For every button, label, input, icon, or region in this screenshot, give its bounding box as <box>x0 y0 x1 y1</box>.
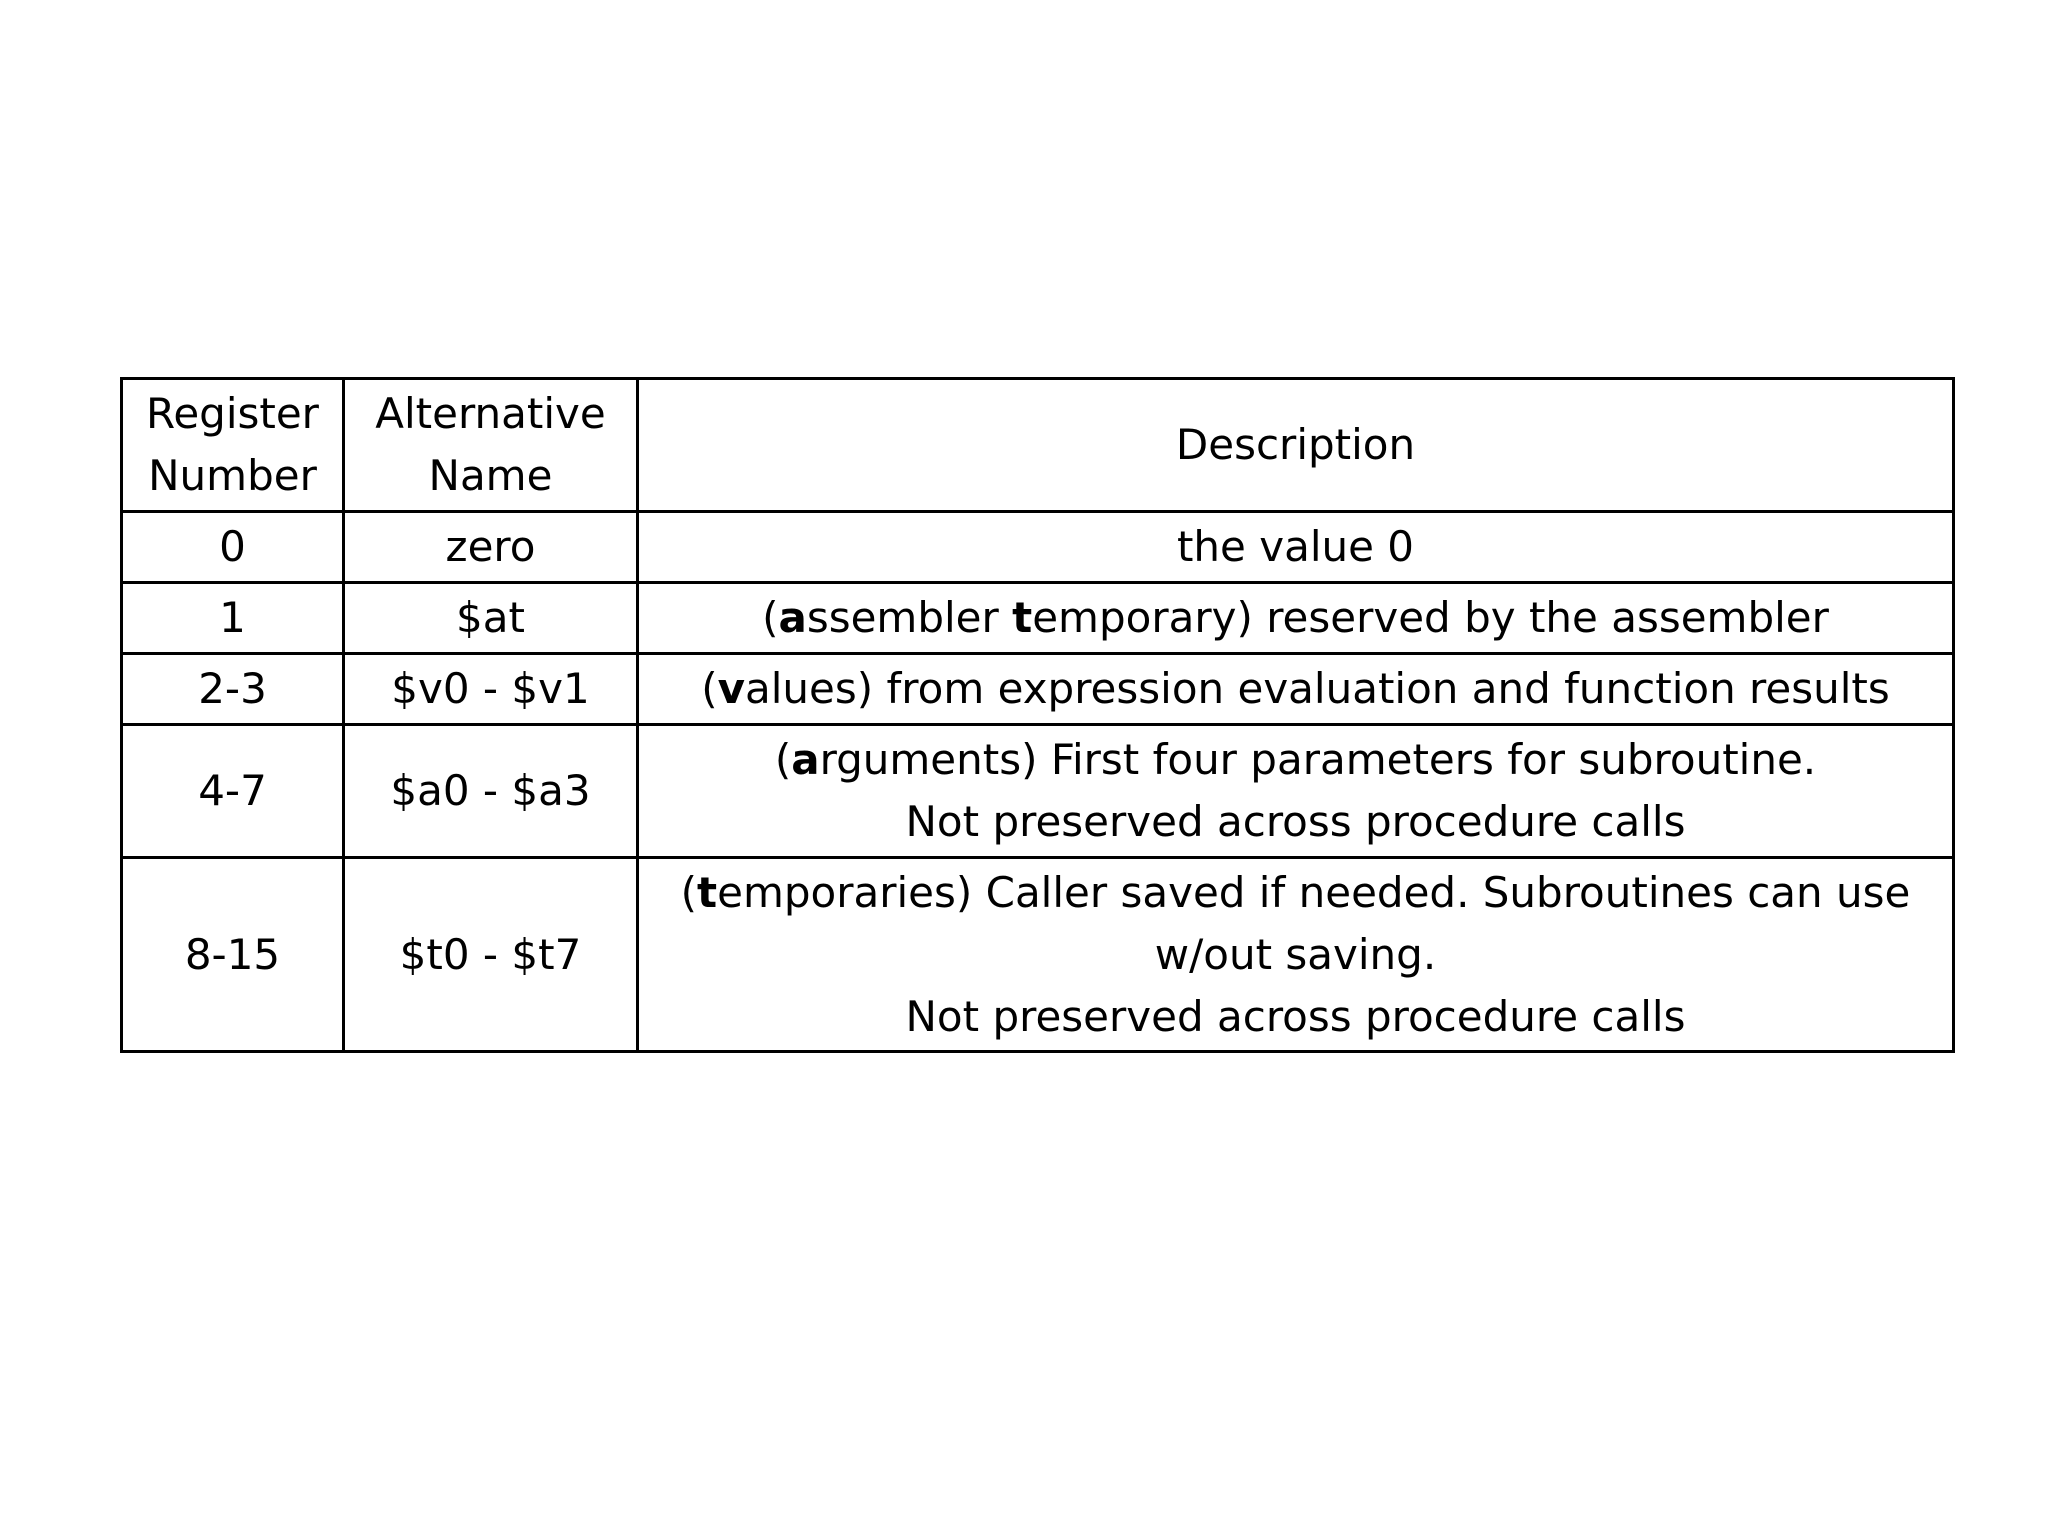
description-line <box>647 516 1944 578</box>
alternative-name-cell: $v0 - $v1 <box>344 654 638 725</box>
description-line <box>647 587 1944 649</box>
mnemonic-letter: a <box>791 735 820 784</box>
register-table <box>120 377 1955 1053</box>
description-line <box>647 791 1944 853</box>
mnemonic-letter: a <box>778 593 807 642</box>
description-text: ssembler <box>806 593 1013 642</box>
header-line: Number <box>148 451 317 500</box>
description-line <box>647 729 1944 791</box>
header-alternative-name <box>344 379 638 512</box>
table-row <box>122 725 1954 858</box>
description-line <box>647 986 1944 1048</box>
description-cell <box>638 725 1954 858</box>
description-cell <box>638 583 1954 654</box>
description-text: w/out saving. <box>1154 929 1437 979</box>
description-text: ( <box>680 867 698 917</box>
description-line <box>647 658 1944 720</box>
register-number-cell: 0 <box>122 512 344 583</box>
register-number-cell: 2-3 <box>122 654 344 725</box>
header-line: Name <box>428 451 553 500</box>
table-row <box>122 654 1954 725</box>
header-line: Description <box>1175 420 1416 469</box>
register-number-cell: 4-7 <box>122 725 344 858</box>
description-text: Not preserved across procedure calls <box>905 797 1686 846</box>
description-text: the value 0 <box>1176 522 1415 571</box>
description-line <box>647 862 1944 924</box>
description-cell <box>638 858 1954 1052</box>
register-number-cell: 8-15 <box>122 858 344 1052</box>
description-cell <box>638 512 1954 583</box>
mnemonic-letter: t <box>1012 593 1033 642</box>
header-line: Register <box>146 389 319 438</box>
description-line <box>647 924 1944 986</box>
description-text: alues) from expression evaluation and function results <box>745 664 1890 713</box>
table-row <box>122 512 1954 583</box>
register-number-cell: 1 <box>122 583 344 654</box>
mnemonic-letter: t <box>697 867 718 917</box>
table-body <box>122 512 1954 1052</box>
header-description <box>638 379 1954 512</box>
description-text: ( <box>762 593 779 642</box>
description-cell <box>638 654 1954 725</box>
alternative-name-cell: $a0 - $a3 <box>344 725 638 858</box>
table-header-row <box>122 379 1954 512</box>
table-row <box>122 583 1954 654</box>
header-line: Alternative <box>375 389 606 438</box>
description-text: emporary) reserved by the assembler <box>1032 593 1829 642</box>
alternative-name-cell: $at <box>344 583 638 654</box>
alternative-name-cell: $t0 - $t7 <box>344 858 638 1052</box>
description-text: ( <box>774 735 792 784</box>
description-text: Not preserved across procedure calls <box>905 991 1686 1041</box>
description-text: ( <box>701 664 718 713</box>
description-text: rguments) First four parameters for subroutine. <box>819 735 1817 784</box>
description-text: emporaries) Caller saved if needed. Subroutines can use <box>717 867 1911 917</box>
alternative-name-cell: zero <box>344 512 638 583</box>
table-row <box>122 858 1954 1052</box>
header-register-number <box>122 379 344 512</box>
mnemonic-letter: v <box>717 664 746 713</box>
